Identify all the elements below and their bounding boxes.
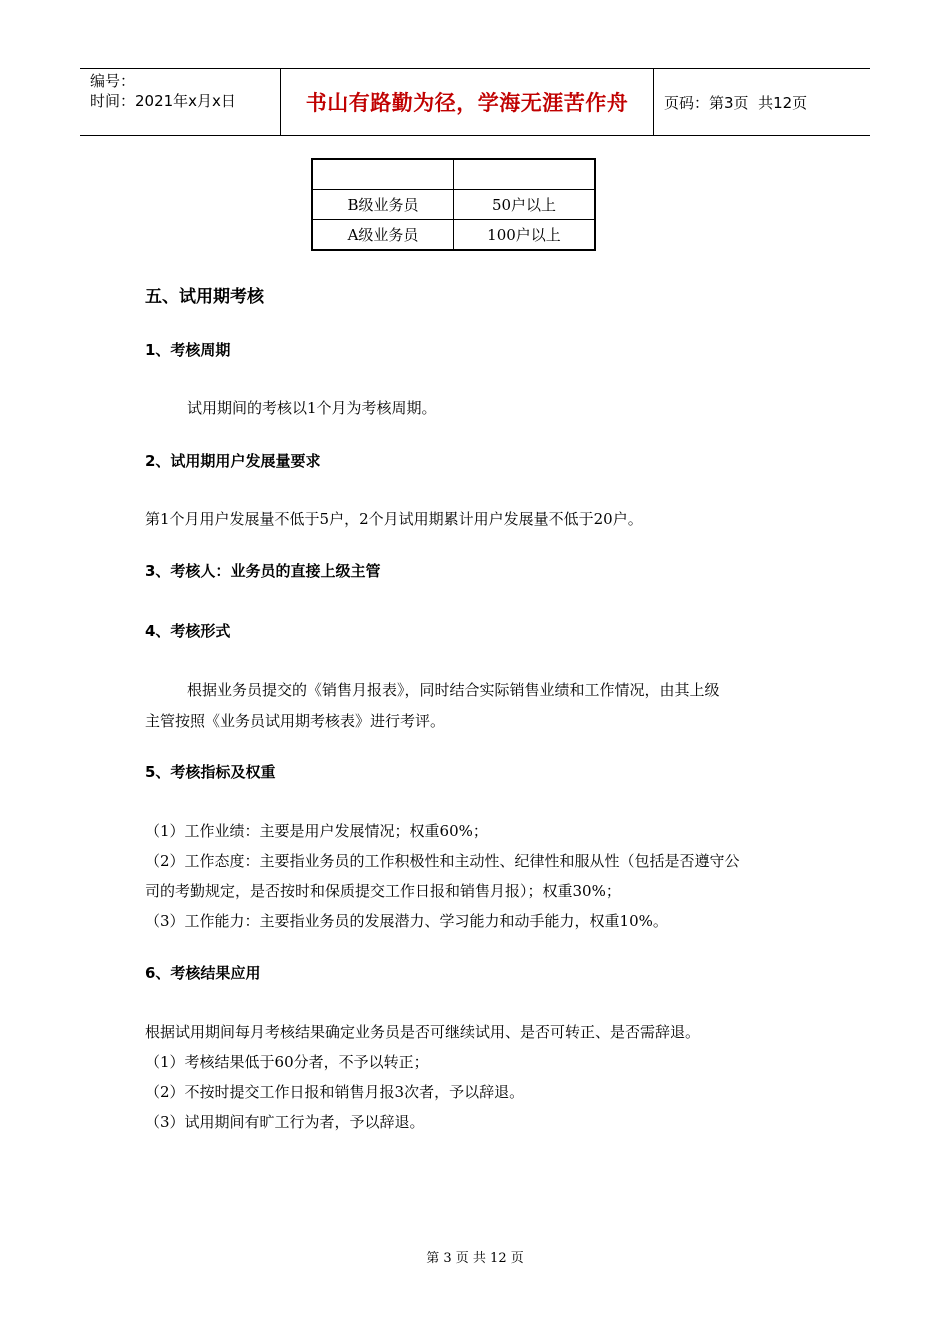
level-table — [311, 158, 596, 251]
table-row — [312, 159, 595, 190]
subsection-5-title: 5、考核指标及权重 — [145, 763, 276, 781]
table-cell — [454, 159, 596, 190]
document-number: 编号： — [90, 72, 136, 90]
table-cell — [312, 159, 454, 190]
table-cell: 50户以上 — [454, 190, 596, 220]
subsection-5-item-1: （1）工作业绩：主要是用户发展情况；权重60%； — [145, 822, 488, 840]
table-cell: 100户以上 — [454, 220, 596, 251]
table-row — [312, 220, 595, 251]
section-title: 五、试用期考核 — [145, 287, 264, 307]
subsection-5-item-2-line2: 司的考勤规定，是否按时和保质提交工作日报和销售月报）；权重30%； — [145, 882, 621, 900]
subsection-4-text-line2: 主管按照《业务员试用期考核表》进行考评。 — [145, 712, 446, 730]
subsection-6-item-2: （2）不按时提交工作日报和销售月报3次者，予以辞退。 — [145, 1083, 525, 1101]
subsection-5-item-3: （3）工作能力：主要指业务员的发展潜力、学习能力和动手能力，权重10%。 — [145, 912, 668, 930]
subsection-6-item-3: （3）试用期间有旷工行为者，予以辞退。 — [145, 1113, 425, 1131]
header-info — [80, 69, 281, 135]
header-motto: 书山有路勤为径，学海无涯苦作舟 — [281, 69, 654, 135]
subsection-5-item-2-line1: （2）工作态度：主要指业务员的工作积极性和主动性、纪律性和服从性（包括是否遵守公 — [145, 852, 740, 870]
page-header — [80, 68, 870, 136]
document-date: 时间：2021年x月x日 — [90, 92, 236, 110]
subsection-4-title: 4、考核形式 — [145, 622, 231, 640]
page-footer: 第 3 页 共 12 页 — [426, 1251, 524, 1266]
table-cell: B级业务员 — [312, 190, 454, 220]
subsection-4-text-line1: 根据业务员提交的《销售月报表》，同时结合实际销售业绩和工作情况，由其上级 — [187, 681, 720, 699]
table-cell: A级业务员 — [312, 220, 454, 251]
table-row — [312, 190, 595, 220]
subsection-3-title: 3、考核人：业务员的直接上级主管 — [145, 562, 381, 580]
subsection-1-text: 试用期间的考核以1个月为考核周期。 — [187, 399, 437, 417]
header-page-info — [654, 69, 870, 135]
subsection-6-text: 根据试用期间每月考核结果确定业务员是否可继续试用、是否可转正、是否需辞退。 — [145, 1023, 701, 1041]
subsection-6-item-1: （1）考核结果低于60分者，不予以转正； — [145, 1053, 429, 1071]
subsection-1-title: 1、考核周期 — [145, 341, 231, 359]
header-page-number: 页码：第3页 共12页 — [664, 93, 808, 112]
subsection-6-title: 6、考核结果应用 — [145, 964, 261, 982]
subsection-2-title: 2、试用期用户发展量要求 — [145, 452, 321, 470]
subsection-2-text: 第1个月用户发展量不低于5户，2个月试用期累计用户发展量不低于20户。 — [145, 510, 643, 528]
